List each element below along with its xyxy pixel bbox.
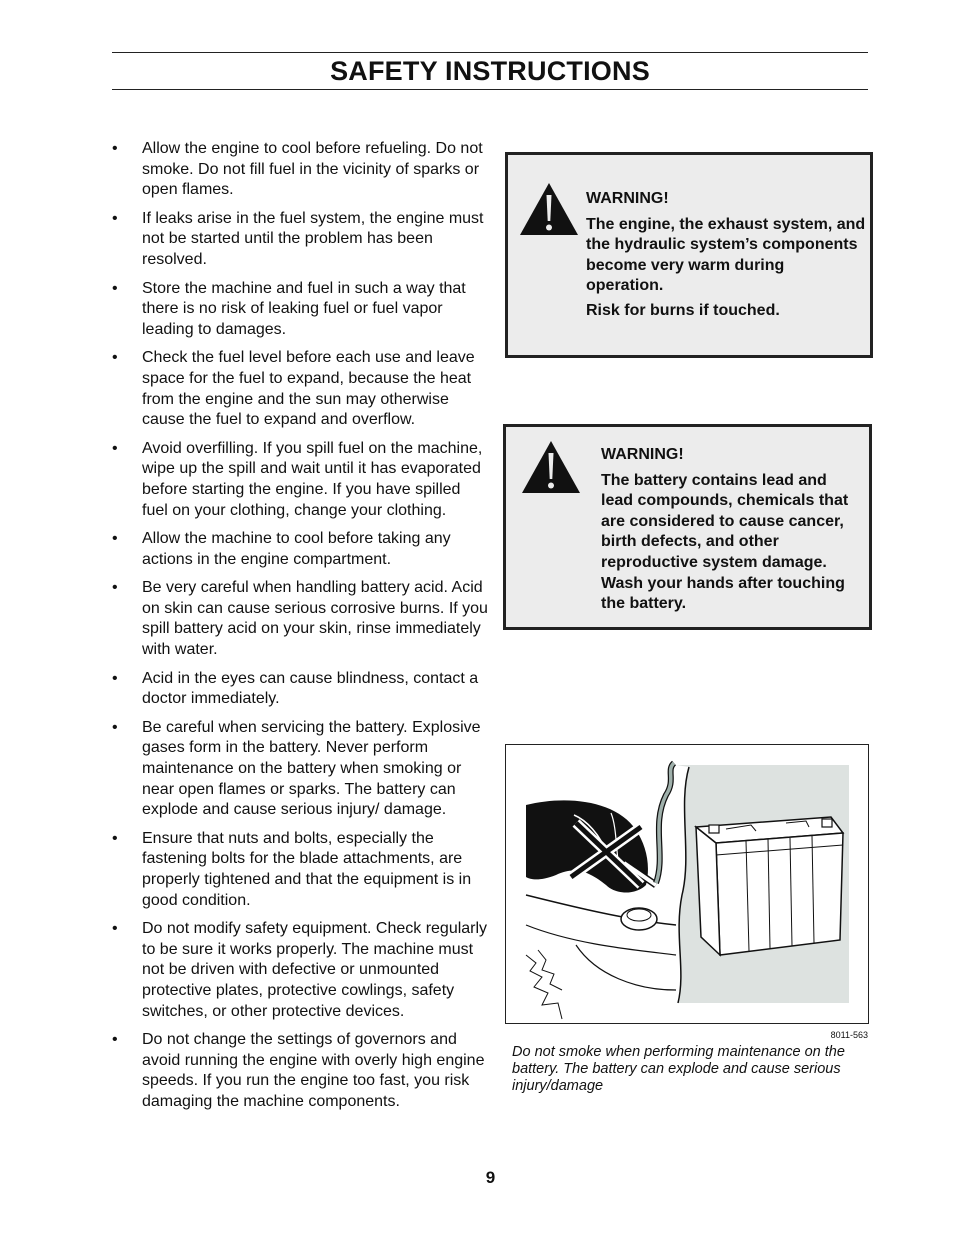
warning-heading: WARNING! [586,190,669,207]
list-item [112,348,490,430]
list-item [112,529,490,570]
page-title: SAFETY INSTRUCTIONS [330,56,650,86]
list-item [112,139,490,201]
bullet-dot: • [112,920,118,938]
page-number: 9 [485,1168,496,1187]
list-item [112,578,490,660]
warning-box-burns [505,152,873,358]
list-item [112,718,490,821]
bullet-dot: • [112,209,118,227]
bullet-dot: • [112,349,118,367]
list-item-text: If leaks arise in the fuel system, the engine must not be started until the problem has been resolved. [142,209,484,268]
bullet-dot: • [112,669,118,687]
bullet-dot: • [112,718,118,736]
list-item-text: Ensure that nuts and bolts, especially the fastening bolts for the blade attachments, are properly tightened and that the equipment is in good condition. [142,829,472,909]
warning-triangle-icon [520,439,582,500]
list-item-text: Do not modify safety equipment. Check regularly to be sure it works properly. The machine must not be driven with defective or unmounted protective plates, protective cowlings, safety switches, or other protective devices. [142,920,488,1020]
warning-body: The engine, the exhaust system, and the hydraulic system’s components become very warm during operation. [586,215,866,295]
list-item [112,829,490,911]
battery-illustration [505,744,869,1024]
bullet-dot: • [112,579,118,597]
bullet-dot: • [112,439,118,457]
safety-bullet-list [112,139,490,1121]
warning-heading: WARNING! [601,446,684,463]
list-item-text: Allow the engine to cool before refueling. Do not smoke. Do not fill fuel in the vicinity of sparks or open flames. [142,140,483,199]
header-rule-top [112,52,868,53]
bullet-dot: • [112,279,118,297]
figure-caption: Do not smoke when performing maintenance on the battery. The battery can explode and cause serious injury/damage [512,1044,845,1094]
list-item [112,209,490,271]
list-item-text: Acid in the eyes can cause blindness, contact a doctor immediately. [142,669,479,708]
bullet-dot: • [112,140,118,157]
warning-box-lead [503,424,872,630]
list-item-text: Avoid overfilling. If you spill fuel on the machine, wipe up the spill and wait until it has evaporated before starting the engine. If you have spilled fuel on your clothing, change your clothing. [142,439,483,519]
list-item [112,919,490,1022]
header-rule-bottom [112,89,868,90]
warning-body: The battery contains lead and lead compounds, chemicals that are considered to cause cancer, birth defects, and other reproductive system damage. Wash your hands after touching the battery. [601,471,849,613]
list-item-text: Be very careful when handling battery acid. Acid on skin can cause serious corrosive burns. If you spill battery acid on your skin, rinse immediately with water. [142,579,488,659]
bullet-dot: • [112,530,118,548]
list-item-text: Allow the machine to cool before taking any actions in the engine compartment. [142,530,451,568]
warning-note: Risk for burns if touched. [586,301,780,319]
bullet-dot: • [112,829,118,847]
list-item-text: Do not change the settings of governors and avoid running the engine with overly high engine speeds. If you run the engine too fast, you risk damaging the machine components. [142,1031,485,1110]
list-item-text: Be careful when servicing the battery. Explosive gases form in the battery. Never perform maintenance on the battery when smoking or near open flames or sparks. The battery can explode and cause serious injury/ damage. [142,718,481,819]
list-item [112,669,490,710]
list-item [112,1030,490,1112]
figure-code: 8011-563 [830,1030,868,1040]
list-item [112,279,490,341]
list-item-text: Store the machine and fuel in such a way that there is no risk of leaking fuel or fuel vapor leading to damages. [142,279,466,338]
warning-triangle-icon [518,181,580,242]
list-item [112,439,490,521]
bullet-dot: • [112,1031,118,1049]
list-item-text: Check the fuel level before each use and leave space for the fuel to expand, because the heat from the engine and the sun may otherwise cause the fuel to expand and overflow. [142,349,475,429]
